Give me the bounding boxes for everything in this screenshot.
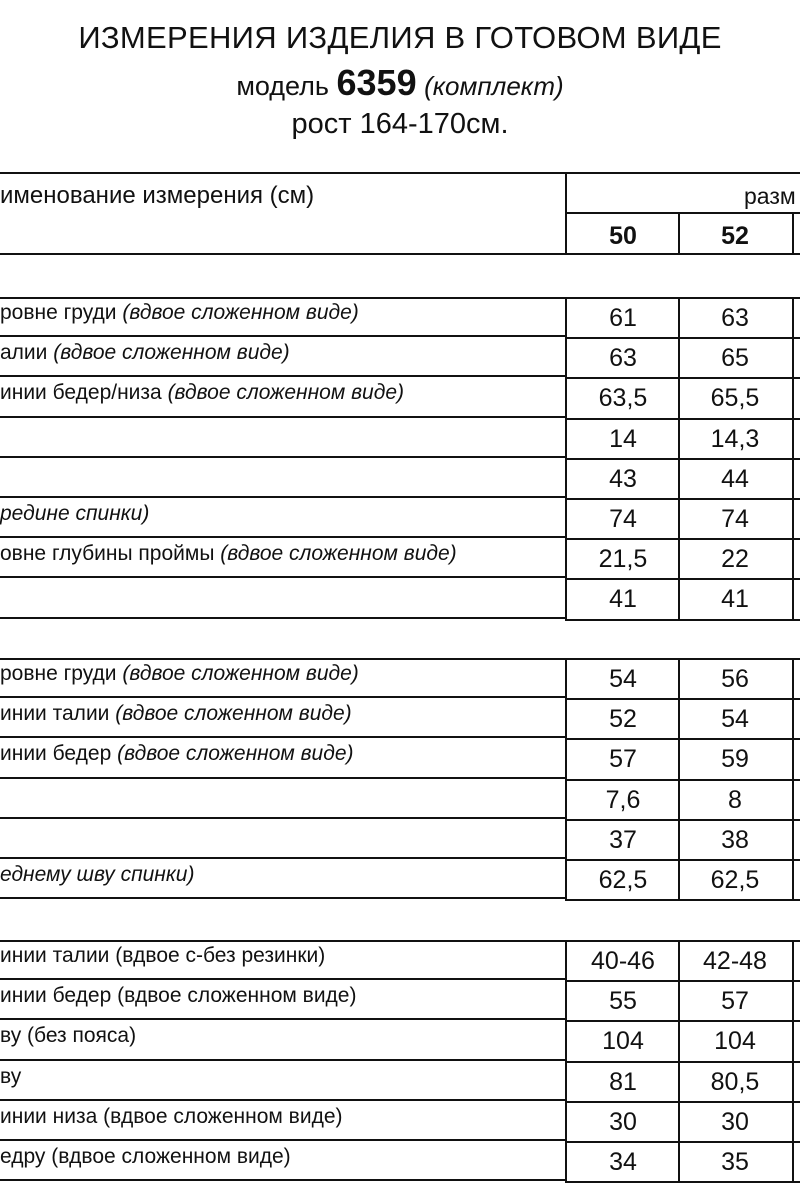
- grid-hline: [0, 1179, 565, 1181]
- model-number: 6359: [336, 62, 417, 103]
- grid-hline: [0, 375, 565, 377]
- value-size-50: 104: [602, 1027, 644, 1056]
- label-text: алии: [0, 341, 54, 365]
- value-size-50: 55: [609, 987, 637, 1016]
- measurement-label: [0, 740, 354, 768]
- grid-hline: [0, 696, 565, 698]
- grid-hline: [0, 817, 565, 819]
- value-size-50: 57: [609, 745, 637, 774]
- value-size-50: 34: [609, 1148, 637, 1176]
- grid-hline: [0, 857, 565, 859]
- grid-hline: [0, 978, 565, 980]
- grid-vline: [678, 940, 680, 1181]
- value-size-52: 104: [714, 1027, 756, 1056]
- grid-vline: [565, 940, 567, 1181]
- value-size-52: 8: [728, 785, 742, 814]
- measurement-label: [0, 1063, 21, 1091]
- grid-hline: [565, 899, 800, 901]
- grid-hline: [565, 538, 800, 540]
- value-size-50: 41: [609, 585, 637, 614]
- label-text: инии бедер/низа: [0, 381, 168, 405]
- grid-hline: [0, 416, 565, 418]
- value-size-50: 61: [609, 304, 637, 332]
- value-size-52: 41: [721, 585, 749, 614]
- grid-vline: [792, 297, 794, 619]
- grid-hline: [0, 456, 565, 458]
- measurement-label: [0, 982, 356, 1010]
- grid-hline: [565, 779, 800, 781]
- grid-hline: [0, 253, 800, 255]
- measurement-label: [0, 942, 325, 970]
- value-size-52: 74: [721, 505, 749, 533]
- measurement-label: [0, 500, 149, 528]
- value-size-52: 42-48: [703, 947, 767, 975]
- value-size-52: 14,3: [710, 424, 760, 453]
- grid-hline: [565, 1141, 800, 1143]
- value-size-50: 54: [609, 665, 637, 693]
- grid-vline: [792, 658, 794, 899]
- measurement-label: [0, 861, 194, 889]
- grid-hline: [565, 619, 800, 621]
- measurement-label: [0, 299, 359, 327]
- value-size-50: 43: [609, 464, 637, 493]
- grid-vline: [678, 658, 680, 899]
- grid-vline: [792, 940, 794, 1181]
- value-size-50: 40-46: [591, 947, 655, 975]
- label-text: ровне груди: [0, 301, 123, 324]
- value-size-52: 35: [721, 1148, 749, 1176]
- value-size-52: 65,5: [710, 384, 760, 413]
- model-line: [0, 62, 800, 104]
- grid-hline: [0, 335, 565, 337]
- label-note: (вдвое сложенном виде): [220, 542, 457, 566]
- measurement-label: [0, 700, 352, 728]
- grid-hline: [0, 496, 565, 498]
- label-note: (вдвое сложенном виде): [122, 301, 359, 324]
- size-50-header: 50: [609, 222, 637, 250]
- grid-hline: [0, 536, 565, 538]
- label-text: инии низа (вдвое сложенном виде): [0, 1104, 343, 1128]
- grid-hline: [565, 980, 800, 982]
- grid-hline: [565, 458, 800, 460]
- column-header-size: разм: [744, 183, 796, 209]
- value-size-52: 30: [721, 1107, 749, 1136]
- value-size-50: 37: [609, 825, 637, 854]
- value-size-50: 74: [609, 505, 637, 533]
- measurement-label: [0, 1103, 343, 1131]
- grid-hline: [0, 576, 565, 578]
- grid-hline: [565, 1101, 800, 1103]
- measurement-label: [0, 379, 404, 407]
- grid-hline: [0, 1139, 565, 1141]
- value-size-50: 52: [609, 705, 637, 734]
- grid-vline: [792, 212, 794, 253]
- grid-hline: [565, 1020, 800, 1022]
- value-size-52: 80,5: [710, 1067, 760, 1096]
- grid-hline: [565, 1061, 800, 1063]
- value-size-52: 38: [721, 825, 749, 854]
- value-size-52: 57: [721, 987, 749, 1016]
- grid-vline: [565, 658, 567, 899]
- value-size-52: 59: [721, 745, 749, 774]
- measurement-label: [0, 1143, 291, 1171]
- measurement-label: [0, 660, 359, 688]
- grid-hline: [565, 377, 800, 379]
- value-size-52: 62,5: [710, 866, 760, 894]
- value-size-50: 81: [609, 1067, 637, 1096]
- label-text: едру (вдвое сложенном виде): [0, 1145, 291, 1168]
- label-note: (вдвое сложенном виде): [53, 341, 290, 365]
- height-range: рост 164-170см.: [291, 108, 509, 140]
- grid-hline: [565, 1181, 800, 1183]
- value-size-52: 63: [721, 304, 749, 332]
- label-text: ву: [0, 1064, 22, 1088]
- grid-hline: [0, 172, 800, 174]
- label-note: редине спинки): [0, 502, 150, 525]
- value-size-50: 63: [609, 344, 637, 373]
- value-size-50: 14: [609, 424, 637, 453]
- grid-hline: [0, 1059, 565, 1061]
- size-52-header: 52: [721, 222, 749, 250]
- label-text: инии талии: [0, 702, 116, 726]
- value-size-52: 44: [721, 464, 749, 493]
- model-prefix: модель: [236, 71, 329, 101]
- grid-hline: [565, 698, 800, 700]
- grid-hline: [0, 777, 565, 779]
- column-header-measurement: именование измерения (см): [0, 182, 315, 209]
- measurement-label: [0, 540, 457, 568]
- measurement-label: [0, 339, 290, 367]
- grid-hline: [565, 578, 800, 580]
- value-size-50: 30: [609, 1107, 637, 1136]
- value-size-52: 54: [721, 705, 749, 734]
- label-note: (вдвое сложенном виде): [167, 381, 404, 405]
- value-size-52: 56: [721, 665, 749, 693]
- grid-hline: [0, 736, 565, 738]
- document-title: ИЗМЕРЕНИЯ ИЗДЕЛИЯ В ГОТОВОМ ВИДЕ: [78, 20, 722, 55]
- value-size-50: 63,5: [598, 384, 648, 413]
- label-note: (вдвое сложенном виде): [122, 662, 359, 685]
- grid-hline: [0, 1099, 565, 1101]
- label-note: (вдвое сложенном виде): [115, 702, 352, 726]
- grid-hline: [565, 418, 800, 420]
- grid-hline: [565, 859, 800, 861]
- label-text: инии бедер: [0, 742, 118, 766]
- grid-hline: [0, 1018, 565, 1020]
- grid-hline: [565, 498, 800, 500]
- grid-hline: [565, 819, 800, 821]
- label-text: ровне груди: [0, 662, 123, 685]
- value-size-50: 21,5: [598, 545, 648, 574]
- value-size-50: 62,5: [598, 866, 648, 894]
- grid-hline: [565, 337, 800, 339]
- value-size-50: 7,6: [605, 785, 641, 814]
- grid-hline: [565, 738, 800, 740]
- label-text: овне глубины проймы: [0, 542, 221, 566]
- grid-hline: [567, 212, 800, 214]
- label-text: инии талии (вдвое с-без резинки): [0, 944, 326, 967]
- model-suffix: (комплект): [424, 71, 564, 101]
- value-size-52: 22: [721, 545, 749, 574]
- label-text: инии бедер (вдвое сложенном виде): [0, 984, 357, 1008]
- grid-hline: [0, 617, 565, 619]
- value-size-52: 65: [721, 344, 749, 373]
- label-text: ву (без пояса): [0, 1024, 137, 1048]
- grid-hline: [0, 897, 565, 899]
- label-note: (вдвое сложенном виде): [117, 742, 354, 766]
- label-note: еднему шву спинки): [0, 863, 195, 886]
- measurement-label: [0, 1022, 136, 1050]
